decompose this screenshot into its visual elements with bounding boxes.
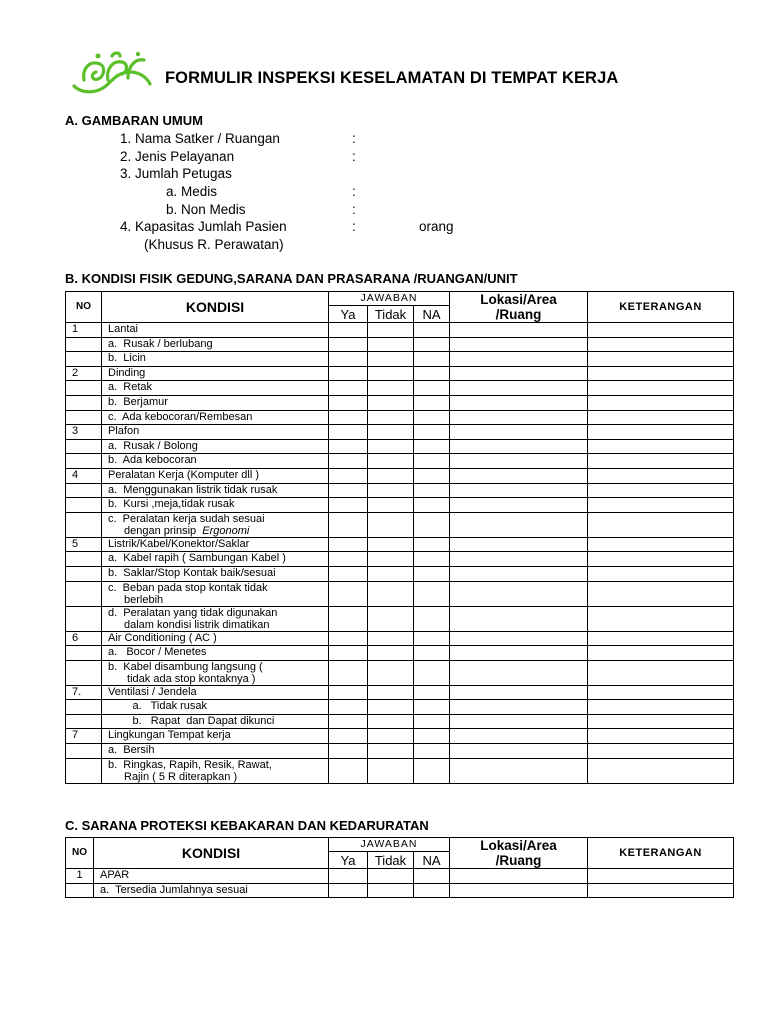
answer-na-cell[interactable] — [414, 352, 450, 367]
answer-ya-cell[interactable] — [329, 581, 368, 606]
row-kondisi: c. Ada kebocoran/Rembesan — [102, 410, 329, 425]
answer-na-cell[interactable] — [414, 537, 450, 552]
keterangan-cell[interactable] — [588, 537, 734, 552]
row-kondisi: Peralatan Kerja (Komputer dll ) — [102, 468, 329, 483]
answer-tidak-cell[interactable] — [368, 395, 414, 410]
answer-tidak-cell[interactable] — [368, 646, 414, 661]
answer-na-cell[interactable] — [414, 337, 450, 352]
lokasi-cell[interactable] — [450, 700, 588, 715]
table-row — [66, 660, 734, 685]
row-kondisi: d. Peralatan yang tidak digunakan dalam kondisi listrik dimatikan — [102, 606, 329, 631]
column-header-lokasi: Lokasi/Area /Ruang — [450, 292, 588, 323]
answer-na-cell[interactable] — [414, 498, 450, 513]
keterangan-cell[interactable] — [588, 454, 734, 469]
column-header-tidak: Tidak — [368, 306, 414, 323]
answer-na-cell[interactable] — [414, 425, 450, 440]
table-row — [66, 498, 734, 513]
field-colon: : — [352, 202, 356, 217]
row-kondisi: c. Peralatan kerja sudah sesuai dengan prinsip Ergonomi — [102, 512, 329, 537]
lokasi-cell[interactable] — [450, 646, 588, 661]
row-number — [66, 352, 102, 367]
keterangan-cell[interactable] — [588, 468, 734, 483]
row-kondisi: a. Bocor / Menetes — [102, 646, 329, 661]
row-number — [66, 606, 102, 631]
answer-tidak-cell[interactable] — [368, 483, 414, 498]
row-number — [66, 439, 102, 454]
keterangan-cell[interactable] — [588, 660, 734, 685]
answer-ya-cell[interactable] — [329, 381, 368, 396]
keterangan-cell[interactable] — [588, 498, 734, 513]
answer-na-cell[interactable] — [414, 685, 450, 700]
row-number — [66, 646, 102, 661]
keterangan-cell[interactable] — [588, 395, 734, 410]
lokasi-cell[interactable] — [450, 883, 588, 898]
keterangan-cell[interactable] — [588, 685, 734, 700]
keterangan-cell[interactable] — [588, 700, 734, 715]
column-header-no: NO — [66, 292, 102, 323]
field-jenis-pelayanan-label: 2. Jenis Pelayanan — [120, 149, 235, 164]
lokasi-cell[interactable] — [450, 552, 588, 567]
answer-tidak-cell[interactable] — [368, 883, 414, 898]
answer-na-cell[interactable] — [414, 758, 450, 783]
row-number — [66, 410, 102, 425]
answer-na-cell[interactable] — [414, 566, 450, 581]
lokasi-cell[interactable] — [450, 468, 588, 483]
answer-tidak-cell[interactable] — [368, 729, 414, 744]
answer-ya-cell[interactable] — [329, 744, 368, 759]
lokasi-cell[interactable] — [450, 483, 588, 498]
row-kondisi: Ventilasi / Jendela — [102, 685, 329, 700]
section-a-heading: A. GAMBARAN UMUM — [65, 113, 203, 128]
table-row — [66, 685, 734, 700]
answer-ya-cell[interactable] — [329, 646, 368, 661]
row-kondisi: b. Ringkas, Rapih, Resik, Rawat, Rajin ( 5 R diterapkan ) — [102, 758, 329, 783]
section-b-table — [65, 291, 734, 784]
answer-ya-cell[interactable] — [329, 552, 368, 567]
lokasi-cell[interactable] — [450, 758, 588, 783]
answer-tidak-cell[interactable] — [368, 631, 414, 646]
answer-tidak-cell[interactable] — [368, 714, 414, 729]
table-row — [66, 337, 734, 352]
lokasi-cell[interactable] — [450, 869, 588, 884]
answer-tidak-cell[interactable] — [368, 700, 414, 715]
row-number: 1 — [66, 869, 94, 884]
answer-ya-cell[interactable] — [329, 468, 368, 483]
answer-na-cell[interactable] — [414, 323, 450, 338]
lokasi-cell[interactable] — [450, 581, 588, 606]
answer-tidak-cell[interactable] — [368, 581, 414, 606]
row-kondisi: b. Berjamur — [102, 395, 329, 410]
lokasi-cell[interactable] — [450, 337, 588, 352]
table-row — [66, 744, 734, 759]
keterangan-cell[interactable] — [588, 410, 734, 425]
field-colon: : — [352, 184, 356, 199]
keterangan-cell[interactable] — [588, 714, 734, 729]
answer-na-cell[interactable] — [414, 606, 450, 631]
row-number: 7 — [66, 729, 102, 744]
lokasi-cell[interactable] — [450, 323, 588, 338]
answer-na-cell[interactable] — [414, 714, 450, 729]
row-number — [66, 758, 102, 783]
lokasi-cell[interactable] — [450, 744, 588, 759]
row-number: 1 — [66, 323, 102, 338]
answer-tidak-cell[interactable] — [368, 468, 414, 483]
row-number: 5 — [66, 537, 102, 552]
lokasi-cell[interactable] — [450, 566, 588, 581]
table-row — [66, 537, 734, 552]
answer-na-cell[interactable] — [414, 512, 450, 537]
lokasi-cell[interactable] — [450, 366, 588, 381]
row-kondisi: a. Bersih — [102, 744, 329, 759]
row-kondisi: Lantai — [102, 323, 329, 338]
answer-tidak-cell[interactable] — [368, 660, 414, 685]
answer-na-cell[interactable] — [414, 454, 450, 469]
row-kondisi: a. Tersedia Jumlahnya sesuai — [94, 883, 329, 898]
answer-ya-cell[interactable] — [329, 685, 368, 700]
row-kondisi: a. Kabel rapih ( Sambungan Kabel ) — [102, 552, 329, 567]
row-kondisi: a. Retak — [102, 381, 329, 396]
answer-tidak-cell[interactable] — [368, 512, 414, 537]
answer-na-cell[interactable] — [414, 581, 450, 606]
answer-na-cell[interactable] — [414, 744, 450, 759]
column-header-no: NO — [66, 838, 94, 869]
keterangan-cell[interactable] — [588, 869, 734, 884]
answer-tidak-cell[interactable] — [368, 606, 414, 631]
lokasi-cell[interactable] — [450, 439, 588, 454]
row-number — [66, 337, 102, 352]
keterangan-cell[interactable] — [588, 381, 734, 396]
table-row — [66, 714, 734, 729]
document-title: FORMULIR INSPEKSI KESELAMATAN DI TEMPAT KERJA — [165, 69, 619, 87]
answer-tidak-cell[interactable] — [368, 552, 414, 567]
field-kapasitas-note: (Khusus R. Perawatan) — [144, 237, 284, 252]
lokasi-cell[interactable] — [450, 537, 588, 552]
column-header-na: NA — [414, 306, 450, 323]
keterangan-cell[interactable] — [588, 323, 734, 338]
answer-ya-cell[interactable] — [329, 366, 368, 381]
row-kondisi: b. Licin — [102, 352, 329, 367]
answer-ya-cell[interactable] — [329, 631, 368, 646]
lokasi-cell[interactable] — [450, 660, 588, 685]
field-medis-label: a. Medis — [166, 184, 218, 199]
answer-ya-cell[interactable] — [329, 566, 368, 581]
lokasi-cell[interactable] — [450, 714, 588, 729]
column-header-lokasi: Lokasi/Area /Ruang — [450, 838, 588, 869]
answer-tidak-cell[interactable] — [368, 869, 414, 884]
row-number: 2 — [66, 366, 102, 381]
table-row — [66, 700, 734, 715]
answer-ya-cell[interactable] — [329, 498, 368, 513]
keterangan-cell[interactable] — [588, 566, 734, 581]
row-kondisi: b. Saklar/Stop Kontak baik/sesuai — [102, 566, 329, 581]
keterangan-cell[interactable] — [588, 883, 734, 898]
row-kondisi: b. Rapat dan Dapat dikunci — [102, 714, 329, 729]
row-number — [66, 581, 102, 606]
table-row — [66, 483, 734, 498]
answer-tidak-cell[interactable] — [368, 454, 414, 469]
lokasi-cell[interactable] — [450, 685, 588, 700]
keterangan-cell[interactable] — [588, 631, 734, 646]
table-row — [66, 646, 734, 661]
row-kondisi: b. Kabel disambung langsung ( tidak ada stop kontaknya ) — [102, 660, 329, 685]
column-header-tidak: Tidak — [368, 852, 414, 869]
table-row — [66, 581, 734, 606]
lokasi-cell[interactable] — [450, 352, 588, 367]
table-row — [66, 352, 734, 367]
row-kondisi: b. Ada kebocoran — [102, 454, 329, 469]
row-number — [66, 381, 102, 396]
row-number — [66, 566, 102, 581]
table-row — [66, 758, 734, 783]
row-number: 4 — [66, 468, 102, 483]
answer-ya-cell[interactable] — [329, 352, 368, 367]
keterangan-cell[interactable] — [588, 606, 734, 631]
answer-na-cell[interactable] — [414, 869, 450, 884]
answer-tidak-cell[interactable] — [368, 439, 414, 454]
row-number — [66, 714, 102, 729]
answer-ya-cell[interactable] — [329, 537, 368, 552]
answer-tidak-cell[interactable] — [368, 425, 414, 440]
table-row — [66, 566, 734, 581]
answer-tidak-cell[interactable] — [368, 498, 414, 513]
column-header-ya: Ya — [329, 852, 368, 869]
column-header-keterangan: KETERANGAN — [588, 838, 734, 869]
keterangan-cell[interactable] — [588, 552, 734, 567]
answer-na-cell[interactable] — [414, 468, 450, 483]
row-number — [66, 454, 102, 469]
column-header-jawaban: JAWABAN — [329, 292, 450, 306]
answer-na-cell[interactable] — [414, 631, 450, 646]
answer-ya-cell[interactable] — [329, 714, 368, 729]
row-kondisi: Dinding — [102, 366, 329, 381]
row-number: 3 — [66, 425, 102, 440]
row-number: 6 — [66, 631, 102, 646]
answer-na-cell[interactable] — [414, 439, 450, 454]
answer-tidak-cell[interactable] — [368, 758, 414, 783]
answer-na-cell[interactable] — [414, 381, 450, 396]
table-row — [66, 631, 734, 646]
answer-tidak-cell[interactable] — [368, 352, 414, 367]
answer-ya-cell[interactable] — [329, 439, 368, 454]
table-row — [66, 552, 734, 567]
field-colon: : — [352, 219, 356, 234]
row-number — [66, 552, 102, 567]
table-row — [66, 425, 734, 440]
row-number: 7. — [66, 685, 102, 700]
answer-tidak-cell[interactable] — [368, 410, 414, 425]
answer-na-cell[interactable] — [414, 366, 450, 381]
row-kondisi: c. Beban pada stop kontak tidak berlebih — [102, 581, 329, 606]
keterangan-cell[interactable] — [588, 366, 734, 381]
row-kondisi: APAR — [94, 869, 329, 884]
table-row — [66, 606, 734, 631]
row-kondisi: a. Menggunakan listrik tidak rusak — [102, 483, 329, 498]
field-non-medis-label: b. Non Medis — [166, 202, 246, 217]
keterangan-cell[interactable] — [588, 646, 734, 661]
table-row — [66, 883, 734, 898]
table-row — [66, 410, 734, 425]
column-header-jawaban: JAWABAN — [329, 838, 450, 852]
keterangan-cell[interactable] — [588, 483, 734, 498]
table-row — [66, 512, 734, 537]
answer-ya-cell[interactable] — [329, 700, 368, 715]
table-row — [66, 366, 734, 381]
hospital-logo-icon — [68, 50, 154, 96]
answer-ya-cell[interactable] — [329, 883, 368, 898]
answer-na-cell[interactable] — [414, 660, 450, 685]
answer-ya-cell[interactable] — [329, 337, 368, 352]
field-jumlah-petugas-label: 3. Jumlah Petugas — [120, 166, 232, 181]
answer-na-cell[interactable] — [414, 395, 450, 410]
answer-tidak-cell[interactable] — [368, 566, 414, 581]
field-colon: : — [352, 149, 356, 164]
lokasi-cell[interactable] — [450, 631, 588, 646]
keterangan-cell[interactable] — [588, 744, 734, 759]
column-header-na: NA — [414, 852, 450, 869]
answer-na-cell[interactable] — [414, 729, 450, 744]
answer-ya-cell[interactable] — [329, 869, 368, 884]
answer-ya-cell[interactable] — [329, 410, 368, 425]
answer-ya-cell[interactable] — [329, 323, 368, 338]
keterangan-cell[interactable] — [588, 581, 734, 606]
keterangan-cell[interactable] — [588, 352, 734, 367]
row-kondisi: a. Tidak rusak — [102, 700, 329, 715]
section-c-heading: C. SARANA PROTEKSI KEBAKARAN DAN KEDARURATAN — [65, 818, 429, 833]
answer-na-cell[interactable] — [414, 552, 450, 567]
lokasi-cell[interactable] — [450, 425, 588, 440]
answer-tidak-cell[interactable] — [368, 685, 414, 700]
answer-ya-cell[interactable] — [329, 660, 368, 685]
answer-ya-cell[interactable] — [329, 425, 368, 440]
row-kondisi: Listrik/Kabel/Konektor/Saklar — [102, 537, 329, 552]
column-header-kondisi: KONDISI — [94, 838, 329, 869]
row-number — [66, 883, 94, 898]
answer-ya-cell[interactable] — [329, 395, 368, 410]
row-number — [66, 498, 102, 513]
section-c-table — [65, 837, 734, 898]
lokasi-cell[interactable] — [450, 729, 588, 744]
field-colon: : — [352, 131, 356, 146]
keterangan-cell[interactable] — [588, 337, 734, 352]
row-kondisi: Lingkungan Tempat kerja — [102, 729, 329, 744]
answer-ya-cell[interactable] — [329, 758, 368, 783]
keterangan-cell[interactable] — [588, 512, 734, 537]
table-row — [66, 454, 734, 469]
lokasi-cell[interactable] — [450, 606, 588, 631]
answer-ya-cell[interactable] — [329, 729, 368, 744]
row-number — [66, 483, 102, 498]
field-kapasitas-unit: orang — [419, 219, 454, 234]
answer-tidak-cell[interactable] — [368, 366, 414, 381]
field-kapasitas-label: 4. Kapasitas Jumlah Pasien — [120, 219, 287, 234]
answer-na-cell[interactable] — [414, 883, 450, 898]
lokasi-cell[interactable] — [450, 410, 588, 425]
lokasi-cell[interactable] — [450, 395, 588, 410]
table-row — [66, 381, 734, 396]
answer-tidak-cell[interactable] — [368, 381, 414, 396]
row-kondisi: b. Kursi ,meja,tidak rusak — [102, 498, 329, 513]
column-header-kondisi: KONDISI — [102, 292, 329, 323]
answer-tidak-cell[interactable] — [368, 323, 414, 338]
row-kondisi: a. Rusak / berlubang — [102, 337, 329, 352]
row-number — [66, 512, 102, 537]
answer-na-cell[interactable] — [414, 700, 450, 715]
answer-tidak-cell[interactable] — [368, 744, 414, 759]
column-header-ya: Ya — [329, 306, 368, 323]
answer-ya-cell[interactable] — [329, 454, 368, 469]
field-nama-satker-label: 1. Nama Satker / Ruangan — [120, 131, 280, 146]
lokasi-cell[interactable] — [450, 381, 588, 396]
row-kondisi: a. Rusak / Bolong — [102, 439, 329, 454]
row-number — [66, 744, 102, 759]
answer-tidak-cell[interactable] — [368, 537, 414, 552]
table-row — [66, 395, 734, 410]
answer-na-cell[interactable] — [414, 410, 450, 425]
table-row — [66, 869, 734, 884]
keterangan-cell[interactable] — [588, 439, 734, 454]
row-number — [66, 395, 102, 410]
keterangan-cell[interactable] — [588, 425, 734, 440]
answer-ya-cell[interactable] — [329, 483, 368, 498]
table-row — [66, 323, 734, 338]
lokasi-cell[interactable] — [450, 498, 588, 513]
answer-ya-cell[interactable] — [329, 512, 368, 537]
answer-ya-cell[interactable] — [329, 606, 368, 631]
row-number — [66, 700, 102, 715]
row-kondisi: Air Conditioning ( AC ) — [102, 631, 329, 646]
column-header-keterangan: KETERANGAN — [588, 292, 734, 323]
row-number — [66, 660, 102, 685]
keterangan-cell[interactable] — [588, 758, 734, 783]
section-b-heading: B. KONDISI FISIK GEDUNG,SARANA DAN PRASARANA /RUANGAN/UNIT — [65, 271, 518, 286]
answer-na-cell[interactable] — [414, 646, 450, 661]
table-row — [66, 439, 734, 454]
answer-tidak-cell[interactable] — [368, 337, 414, 352]
lokasi-cell[interactable] — [450, 512, 588, 537]
row-kondisi: Plafon — [102, 425, 329, 440]
answer-na-cell[interactable] — [414, 483, 450, 498]
lokasi-cell[interactable] — [450, 454, 588, 469]
table-row — [66, 729, 734, 744]
keterangan-cell[interactable] — [588, 729, 734, 744]
table-row — [66, 468, 734, 483]
